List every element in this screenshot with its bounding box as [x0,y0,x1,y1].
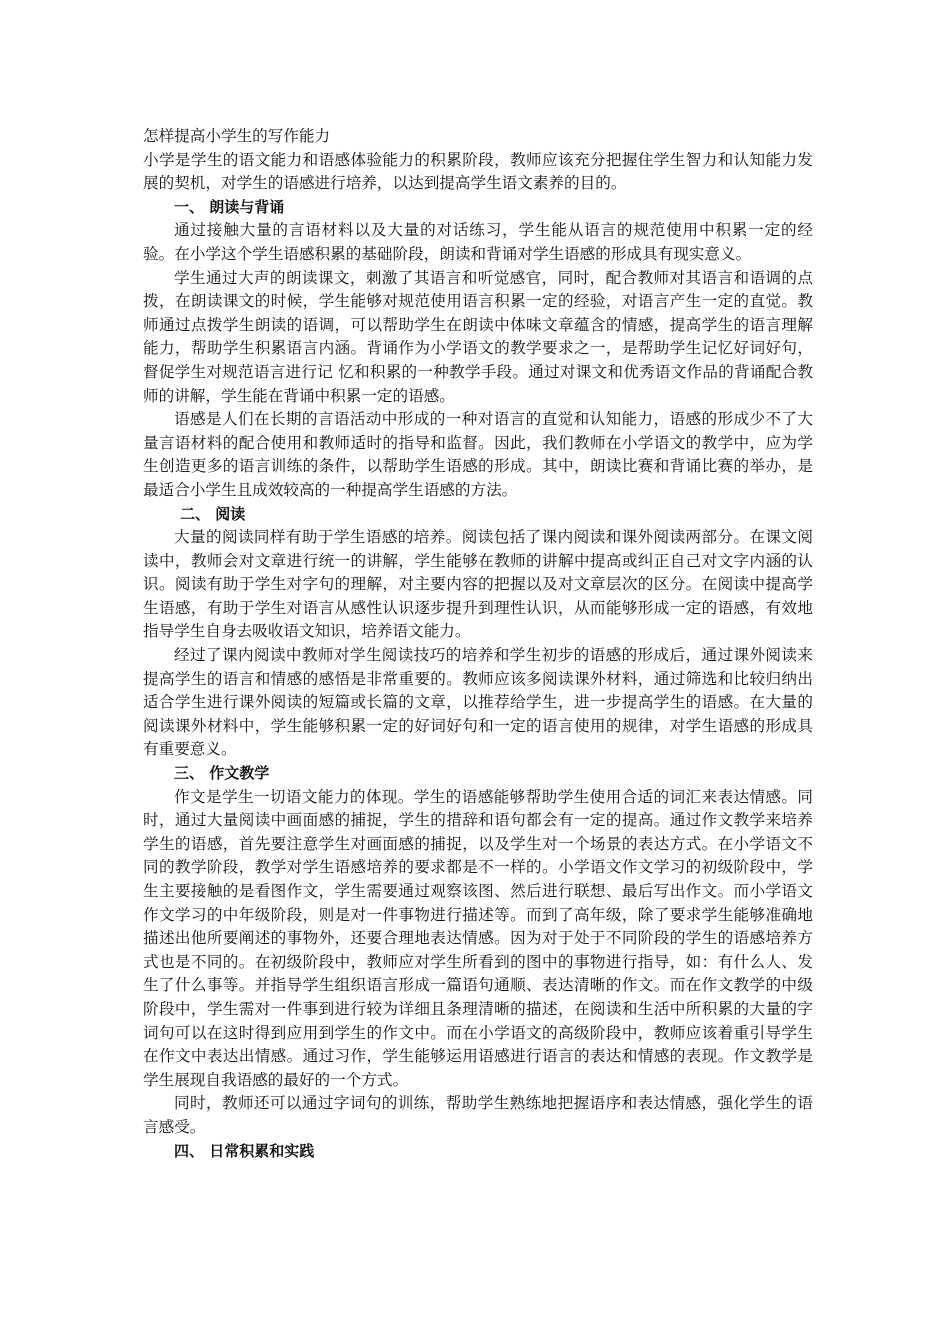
body-paragraph: 经过了课内阅读中教师对学生阅读技巧的培养和学生初步的语感的形成后，通过课外阅读来提高学生的语言和情感的感悟是非常重要的。教师应该多阅读课外材料，通过筛选和比较归纳出适合学生进行课外阅读的短篇或长篇的文章，以推荐给学生，进一步提高学生的语感。在大量的阅读课外材料中，学生能够积累一定的好词好句和一定的语言使用的规律，对学生语感的形成具有重要意义。 [143,646,813,759]
section-heading-1: 一、 朗读与背诵 [174,197,285,216]
body-paragraph: 作文是学生一切语文能力的体现。学生的语感能够帮助学生使用合适的词汇来表达情感。同时，通过大量阅读中画面感的捕捉，学生的措辞和语句都会有一定的提高。通过作文教学来培养学生的语感，首先要注意学生对画面感的捕捉，以及学生对一个场景的表达方式。在小学语文不同的教学阶段，教学对学生语感培养的要求都是不一样的。小学语文作文学习的初级阶段中，学生主要接触的是看图作文，学生需要通过观察该图、然后进行联想、最后写出作文。而小学语文作文学习的中年级阶段，则是对一件事物进行描述等。而到了高年级，除了要求学生能够准确地描述出他所要阐述的事物外，还要合理地表达情感。因为对于处于不同阶段的学生的语感培养方式也是不同的。在初级阶段中，教师应对学生所看到的图中的事物进行指导，如：有什么人、发生了什么事等。并指导学生组织语言形成一篇语句通顺、表达清晰的作文。而在作文教学的中级阶段中，学生需对一件事到进行较为详细且条理清晰的描述，在阅读和生活中所积累的大量的字词句可以在这时得到应用到学生的作文中。而在小学语文的高级阶段中，教师应该着重引导学生在作文中表达出情感。通过习作，学生能够运用语感进行语言的表达和情感的表现。作文教学是学生展现自我语感的最好的一个方式。 [143,787,813,1089]
body-paragraph: 语感是人们在长期的言语活动中形成的一种对语言的直觉和认知能力，语感的形成少不了大量言语材料的配合使用和教师适时的指导和监督。因此，我们教师在小学语文的教学中，应为学生创造更多的语言训练的条件，以帮助学生语感的形成。其中，朗读比赛和背诵比赛的举办，是最适合小学生且成效较高的一种提高学生语感的方法。 [143,410,813,499]
document-title: 怎样提高小学生的写作能力 [143,127,331,145]
section-heading-4: 四、 日常积累和实践 [174,1141,315,1160]
section-heading-2: 二、 阅读 [180,504,246,523]
body-paragraph: 通过接触大量的言语材料以及大量的对话练习，学生能从语言的规范使用中积累一定的经验。在小学这个学生语感积累的基础阶段，朗读和背诵对学生语感的形成具有现实意义。 [143,221,813,263]
body-paragraph: 大量的阅读同样有助于学生语感的培养。阅读包括了课内阅读和课外阅读两部分。在课文阅读中，教师会对文章进行统一的讲解，学生能够在教师的讲解中提高或纠正自己对文字内涵的认识。阅读有助于学生对字句的理解，对主要内容的把握以及对文章层次的区分。在阅读中提高学生语感，有助于学生对语言从感性认识逐步提升到理性认识，从而能够形成一定的语感，有效地指导学生自身去吸收语文知识，培养语文能力。 [143,528,813,641]
section-heading-3: 三、 作文教学 [174,764,270,783]
document-page [143,125,813,1163]
intro-paragraph: 小学是学生的语文能力和语感体验能力的积累阶段，教师应该充分把握住学生智力和认知能力发展的契机，对学生的语感进行培养，以达到提高学生语文素养的目的。 [143,150,813,193]
body-paragraph: 同时，教师还可以通过字词句的训练，帮助学生熟练地把握语序和表达情感，强化学生的语言感受。 [143,1094,813,1136]
body-paragraph: 学生通过大声的朗读课文，刺激了其语言和听觉感官，同时，配合教师对其语言和语调的点拨，在朗读课文的时候，学生能够对规范使用语言积累一定的经验，对语言产生一定的直觉。教师通过点拨学生朗读的语调，可以帮助学生在朗读中体味文章蕴含的情感，提高学生的语言理解能力，帮助学生积累语言内涵。背诵作为小学语文的教学要求之一，是帮助学生记忆好词好句，督促学生对规范语言进行记 忆和积累的一种教学手段。通过对课文和优秀语文作品的背诵配合教师的讲解，学生能在背诵中积累一定的语感。 [143,268,813,405]
